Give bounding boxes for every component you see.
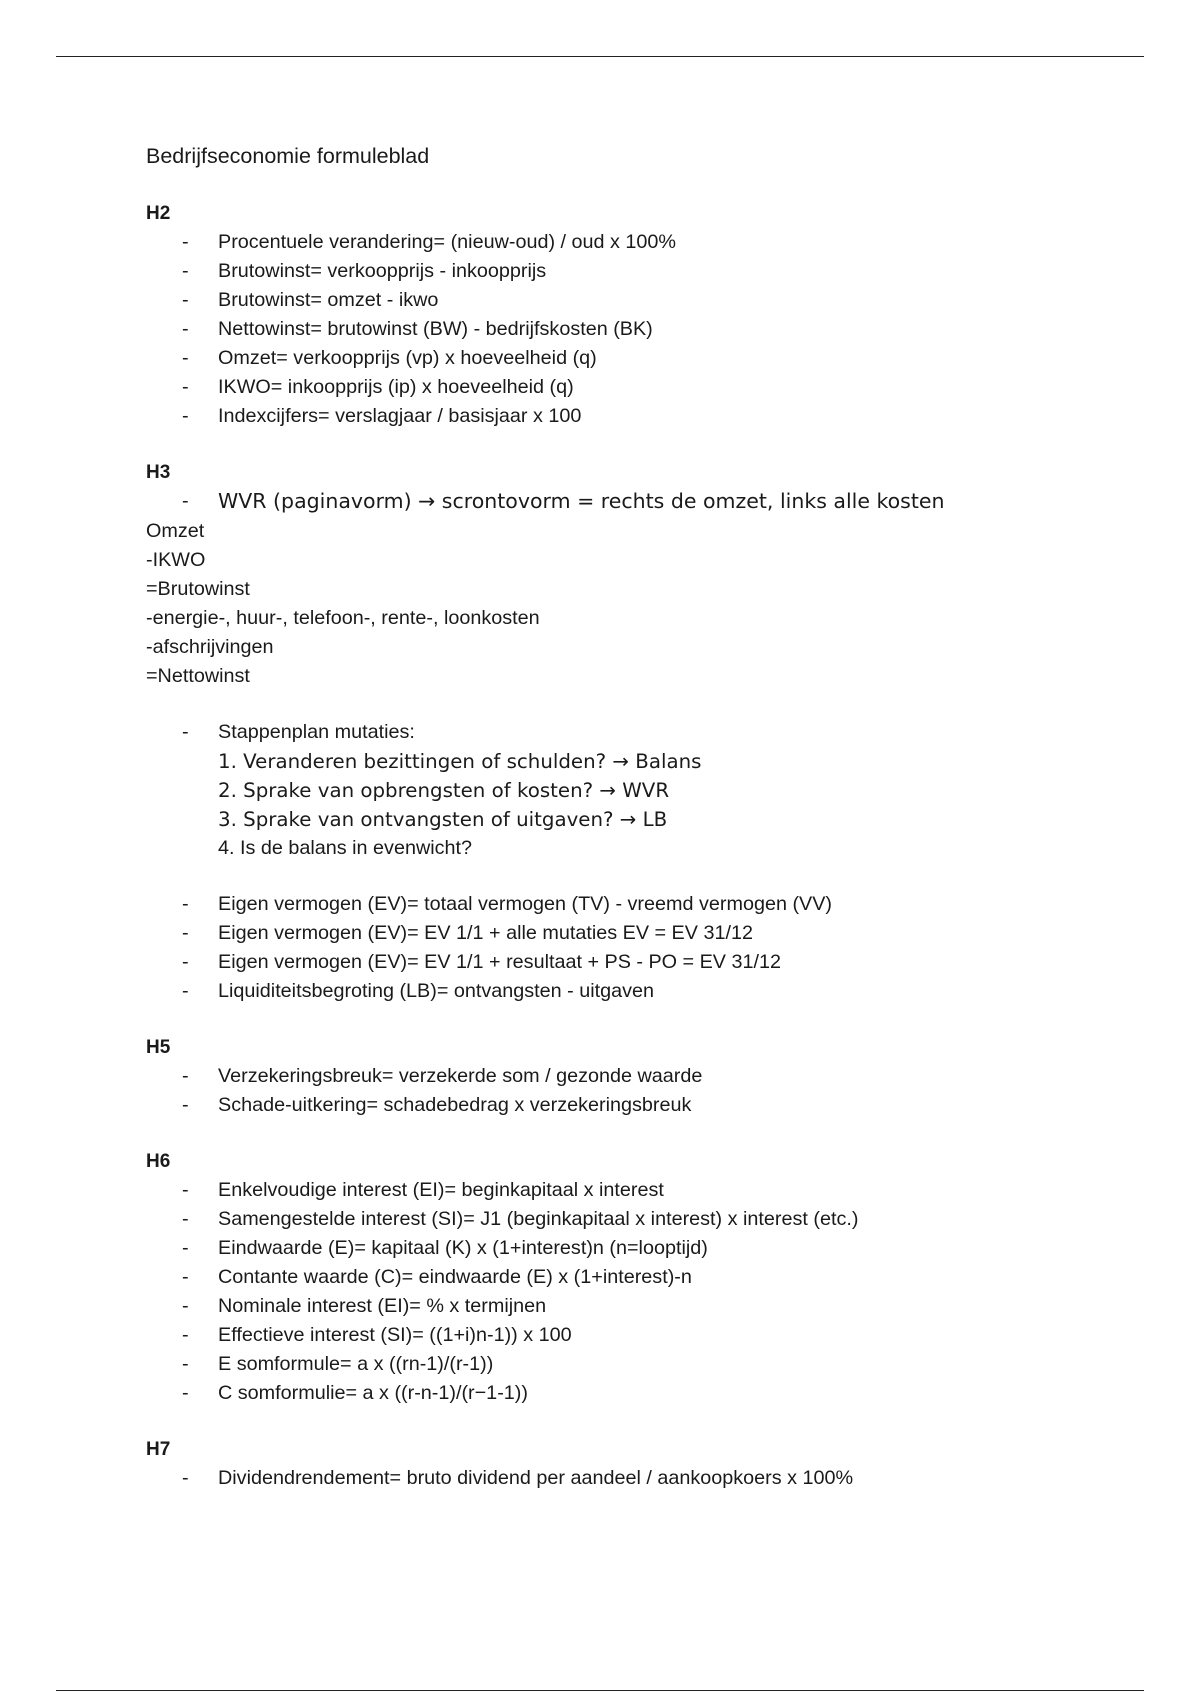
h3-wvr-list bbox=[146, 487, 1106, 517]
h5-formula-list bbox=[146, 1062, 1106, 1120]
list-item: - Effectieve interest (SI)= ((1+i)n-1)) x 100 bbox=[182, 1324, 572, 1346]
wvr-scheme bbox=[146, 517, 1106, 691]
step-item: 2. Sprake van opbrengsten of kosten? → WVR bbox=[218, 779, 670, 802]
h6-formula-list bbox=[146, 1176, 1106, 1408]
section-heading-h3: H3 bbox=[146, 462, 171, 483]
scheme-line: =Brutowinst bbox=[146, 578, 250, 600]
h7-formula-list bbox=[146, 1464, 1106, 1493]
list-item: - Nominale interest (EI)= % x termijnen bbox=[182, 1295, 547, 1317]
section-heading-h5: H5 bbox=[146, 1037, 171, 1058]
bottom-rule bbox=[56, 1690, 1144, 1691]
step-item: 1. Veranderen bezittingen of schulden? → Balans bbox=[218, 750, 702, 773]
list-item: - Dividendrendement= bruto dividend per aandeel / aankoopkoers x 100% bbox=[182, 1467, 854, 1489]
scheme-line: -afschrijvingen bbox=[146, 636, 274, 658]
list-item: - Procentuele verandering= (nieuw-oud) / oud x 100% bbox=[182, 231, 677, 253]
scheme-line: Omzet bbox=[146, 520, 205, 542]
h3-steps-list bbox=[146, 718, 1106, 747]
list-item: - Indexcijfers= verslagjaar / basisjaar x 100 bbox=[182, 405, 582, 427]
section-heading-h7: H7 bbox=[146, 1439, 171, 1460]
list-item: - IKWO= inkoopprijs (ip) x hoeveelheid (q) bbox=[182, 376, 574, 398]
list-item: - E somformule= a x ((rn-1)/(r-1)) bbox=[182, 1353, 494, 1375]
list-item: - C somformulie= a x ((r-n-1)/(r−1-1)) bbox=[182, 1382, 528, 1404]
list-item: - Liquiditeitsbegroting (LB)= ontvangsten - uitgaven bbox=[182, 980, 655, 1002]
list-item: - Enkelvoudige interest (EI)= beginkapitaal x interest bbox=[182, 1179, 664, 1201]
h2-formula-list bbox=[146, 228, 1106, 431]
top-rule bbox=[56, 56, 1144, 57]
document-body bbox=[146, 140, 1106, 1493]
list-item: - Omzet= verkoopprijs (vp) x hoeveelheid (q) bbox=[182, 347, 597, 369]
list-item: - Verzekeringsbreuk= verzekerde som / gezonde waarde bbox=[182, 1065, 703, 1087]
page-title: Bedrijfseconomie formuleblad bbox=[146, 144, 430, 168]
scheme-line: -energie-, huur-, telefoon-, rente-, loonkosten bbox=[146, 607, 540, 629]
list-item: - Nettowinst= brutowinst (BW) - bedrijfskosten (BK) bbox=[182, 318, 653, 340]
list-item: - Brutowinst= verkoopprijs - inkoopprijs bbox=[182, 260, 547, 282]
step-item: 3. Sprake van ontvangsten of uitgaven? → LB bbox=[218, 808, 668, 831]
step-item: 4. Is de balans in evenwicht? bbox=[218, 837, 473, 859]
list-item: - Samengestelde interest (SI)= J1 (beginkapitaal x interest) x interest (etc.) bbox=[182, 1208, 859, 1230]
list-item: - Eigen vermogen (EV)= EV 1/1 + resultaat + PS - PO = EV 31/12 bbox=[182, 951, 781, 973]
list-item: - Schade-uitkering= schadebedrag x verzekeringsbreuk bbox=[182, 1094, 692, 1116]
list-item: - Eigen vermogen (EV)= EV 1/1 + alle mutaties EV = EV 31/12 bbox=[182, 922, 753, 944]
list-item: - Brutowinst= omzet - ikwo bbox=[182, 289, 439, 311]
steps-list bbox=[146, 747, 1106, 863]
scheme-line: =Nettowinst bbox=[146, 665, 250, 687]
section-heading-h2: H2 bbox=[146, 203, 171, 224]
section-heading-h6: H6 bbox=[146, 1151, 171, 1172]
list-item: - Eigen vermogen (EV)= totaal vermogen (TV) - vreemd vermogen (VV) bbox=[182, 893, 833, 915]
list-item: - Stappenplan mutaties: bbox=[182, 721, 415, 743]
list-item: - WVR (paginavorm) → scrontovorm = rechts de omzet, links alle kosten bbox=[182, 489, 945, 513]
list-item: - Contante waarde (C)= eindwaarde (E) x (1+interest)-n bbox=[182, 1266, 692, 1288]
h3-formula-list bbox=[146, 890, 1106, 1006]
list-item: - Eindwaarde (E)= kapitaal (K) x (1+interest)n (n=looptijd) bbox=[182, 1237, 708, 1259]
scheme-line: -IKWO bbox=[146, 549, 206, 571]
